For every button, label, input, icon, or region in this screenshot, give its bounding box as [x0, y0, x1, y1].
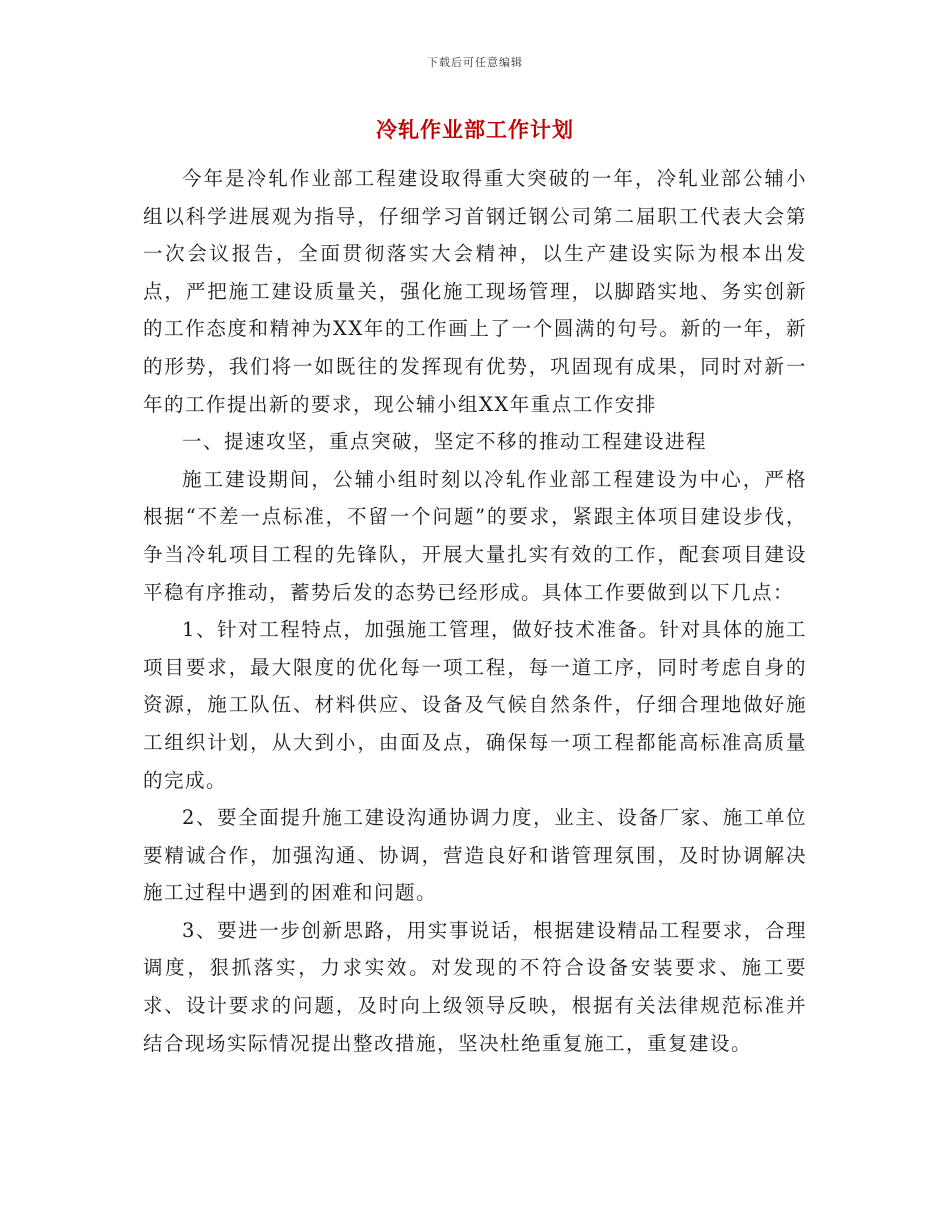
page-title: 冷轧作业部工作计划 [376, 117, 574, 142]
paragraph-item-1: 1、针对工程特点，加强施工管理，做好技术准备。针对具体的施工项目要求，最大限度的优化每一项工程，每一道工序，同时考虑自身的资源，施工队伍、材料供应、设备及气候自然条件，仔细合理地做好施工组织计划，从大到小，由面及点，确保每一项工程都能高标准高质量的完成。 [143, 618, 807, 792]
document-body [143, 160, 807, 1062]
header-note: 下载后可任意编辑 [427, 56, 523, 69]
paragraph-section-heading: 一、提速攻坚，重点突破，坚定不移的推动工程建设进程 [182, 430, 708, 454]
paragraph-item-3: 3、要进一步创新思路，用实事说话，根据建设精品工程要求，合理调度，狠抓落实，力求实效。对发现的不符合设备安装要求、施工要求、设计要求的问题，及时向上级领导反映，根据有关法律规范标准并结合现场实际情况提出整改措施，坚决杜绝重复施工，重复建设。 [143, 918, 807, 1055]
paragraph-construction: 施工建设期间，公辅小组时刻以冷轧作业部工程建设为中心，严格根据“不差一点标准，不留一个问题”的要求，紧跟主体项目建设步伐，争当冷轧项目工程的先锋队，开展大量扎实有效的工作，配套项目建设平稳有序推动，蓄势后发的态势已经形成。具体工作要做到以下几点： [143, 467, 807, 604]
paragraph-intro: 今年是冷轧作业部工程建设取得重大突破的一年，冷轧业部公辅小组以科学进展观为指导，仔细学习首钢迁钢公司第二届职工代表大会第一次会议报告，全面贯彻落实大会精神，以生产建设实际为根本出发点，严把施工建设质量关，强化施工现场管理，以脚踏实地、务实创新的工作态度和精神为XX年的工作画上了一个圆满的句号。新的一年，新的形势，我们将一如既往的发挥现有优势，巩固现有成果，同时对新一年的工作提出新的要求，现公辅小组XX年重点工作安排 [143, 167, 807, 416]
paragraph-item-2: 2、要全面提升施工建设沟通协调力度，业主、设备厂家、施工单位要精诚合作，加强沟通、协调，营造良好和谐管理氛围，及时协调解决施工过程中遇到的困难和问题。 [143, 806, 807, 905]
